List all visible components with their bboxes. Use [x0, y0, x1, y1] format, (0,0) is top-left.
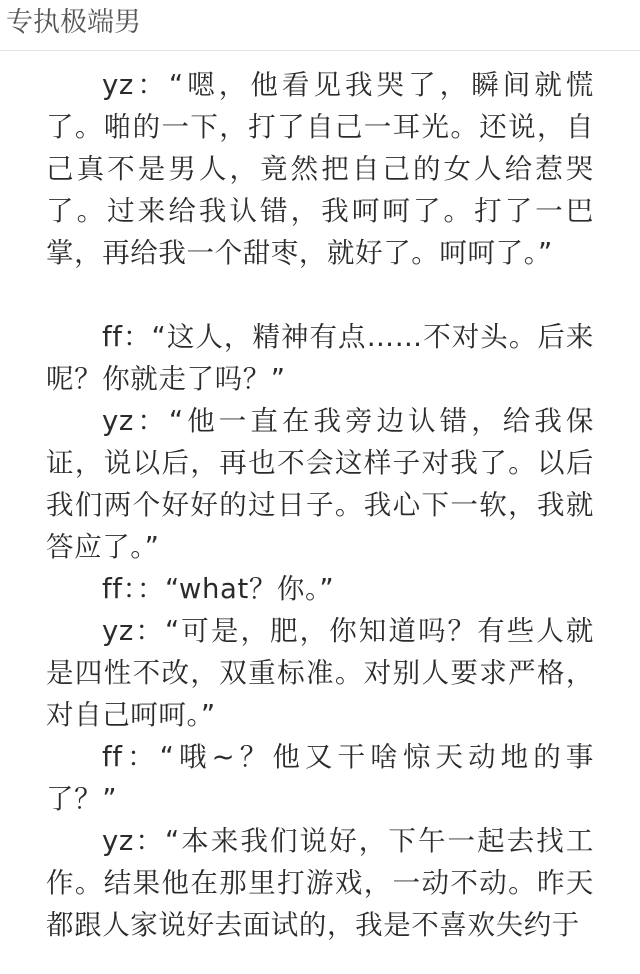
article-body	[46, 64, 594, 946]
page-header	[0, 0, 640, 51]
dialogue-paragraph: ff：：“what？你。”	[102, 573, 335, 605]
dialogue-paragraph: yz：“他一直在我旁边认错，给我保证，说以后，再也不会这样子对我了。以后我们两个好好的过日子。我心下一软，我就答应了。”	[46, 405, 594, 563]
dialogue-paragraph: ff：“这人，精神有点……不对头。后来呢？你就走了吗？”	[46, 321, 594, 395]
dialogue-paragraph: ff：“哦~？他又干啥惊天动地的事了？”	[46, 741, 594, 815]
dialogue-paragraph: yz：“嗯，他看见我哭了，瞬间就慌了。啪的一下，打了自己一耳光。还说，自己真不是男人，竟然把自己的女人给惹哭了。过来给我认错，我呵呵了。打了一巴掌，再给我一个甜枣，就好了。呵呵了。”	[46, 69, 594, 269]
dialogue-paragraph: yz：“可是，肥，你知道吗？有些人就是四性不改，双重标准。对别人要求严格，对自己呵呵。”	[46, 615, 594, 731]
dialogue-paragraph: yz：“本来我们说好，下午一起去找工作。结果他在那里打游戏，一动不动。昨天都跟人家说好去面试的，我是不喜欢失约于	[46, 825, 594, 941]
page-title: 专执极端男	[6, 7, 141, 38]
